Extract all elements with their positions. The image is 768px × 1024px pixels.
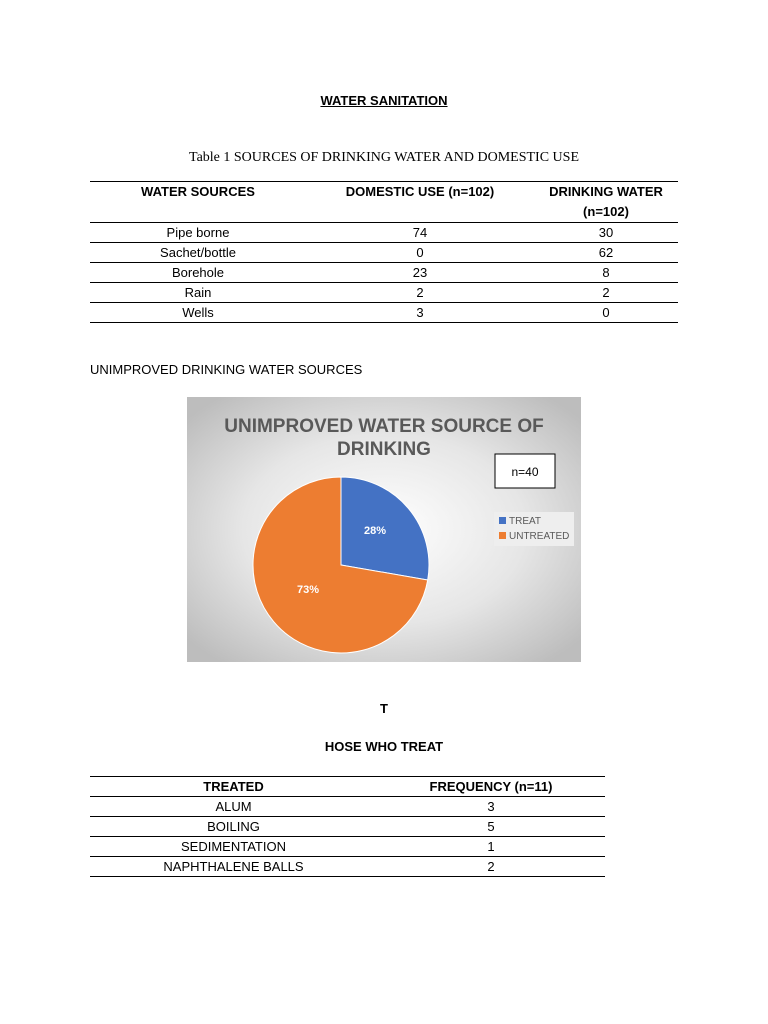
table-row bbox=[90, 817, 605, 837]
legend-label-treat: TREAT bbox=[509, 516, 542, 527]
table-cell: BOILING bbox=[90, 817, 377, 837]
legend-swatch-untreated bbox=[499, 532, 506, 539]
table-cell: Borehole bbox=[90, 263, 306, 283]
column-header: DRINKING WATER (n=102) bbox=[534, 182, 678, 223]
sample-size-label: n=40 bbox=[511, 465, 539, 479]
table-row bbox=[90, 223, 678, 243]
table-row bbox=[90, 837, 605, 857]
table-row bbox=[90, 857, 605, 877]
water-sources-table bbox=[90, 181, 678, 323]
table-row bbox=[90, 283, 678, 303]
table2-title: HOSE WHO TREAT bbox=[324, 739, 444, 754]
table-cell: 0 bbox=[306, 243, 534, 263]
table-cell: 8 bbox=[534, 263, 678, 283]
table-cell: 3 bbox=[306, 303, 534, 323]
legend-swatch-treat bbox=[499, 517, 506, 524]
data-label-untreated: 73% bbox=[296, 584, 320, 596]
table-cell: 5 bbox=[377, 817, 605, 837]
chart-title-line-2: DRINKING bbox=[337, 439, 431, 460]
table-row bbox=[90, 303, 678, 323]
table-row bbox=[90, 797, 605, 817]
table-cell: Pipe borne bbox=[90, 223, 306, 243]
chart-title-line-1: UNIMPROVED WATER SOURCE OF bbox=[224, 416, 544, 437]
pie-chart bbox=[187, 397, 581, 662]
stray-letter: T bbox=[380, 701, 388, 716]
table-cell: Wells bbox=[90, 303, 306, 323]
section-heading: UNIMPROVED DRINKING WATER SOURCES bbox=[90, 362, 363, 377]
data-label-treat: 28% bbox=[363, 525, 387, 537]
table-header-row bbox=[90, 182, 678, 223]
table-cell: 74 bbox=[306, 223, 534, 243]
table-header-row bbox=[90, 777, 605, 797]
table-row bbox=[90, 263, 678, 283]
table-cell: NAPHTHALENE BALLS bbox=[90, 857, 377, 877]
legend-label-untreated: UNTREATED bbox=[509, 531, 570, 542]
column-header: TREATED bbox=[90, 777, 377, 797]
column-header: FREQUENCY (n=11) bbox=[377, 777, 605, 797]
table-cell: ALUM bbox=[90, 797, 377, 817]
table-cell: 3 bbox=[377, 797, 605, 817]
treatment-table bbox=[90, 776, 605, 877]
table-cell: 2 bbox=[534, 283, 678, 303]
table-cell: 2 bbox=[377, 857, 605, 877]
table-cell: Rain bbox=[90, 283, 306, 303]
table-cell: Sachet/bottle bbox=[90, 243, 306, 263]
table-cell: 62 bbox=[534, 243, 678, 263]
table-cell: SEDIMENTATION bbox=[90, 837, 377, 857]
document-title: WATER SANITATION bbox=[320, 93, 448, 108]
table-cell: 1 bbox=[377, 837, 605, 857]
table-cell: 23 bbox=[306, 263, 534, 283]
pie-slices bbox=[253, 477, 429, 653]
table1-caption: Table 1 SOURCES OF DRINKING WATER AND DOMESTIC USE bbox=[189, 150, 579, 165]
table-row bbox=[90, 243, 678, 263]
column-header: WATER SOURCES bbox=[90, 182, 306, 223]
table-cell: 2 bbox=[306, 283, 534, 303]
column-header: DOMESTIC USE (n=102) bbox=[306, 182, 534, 223]
table-cell: 30 bbox=[534, 223, 678, 243]
table-cell: 0 bbox=[534, 303, 678, 323]
